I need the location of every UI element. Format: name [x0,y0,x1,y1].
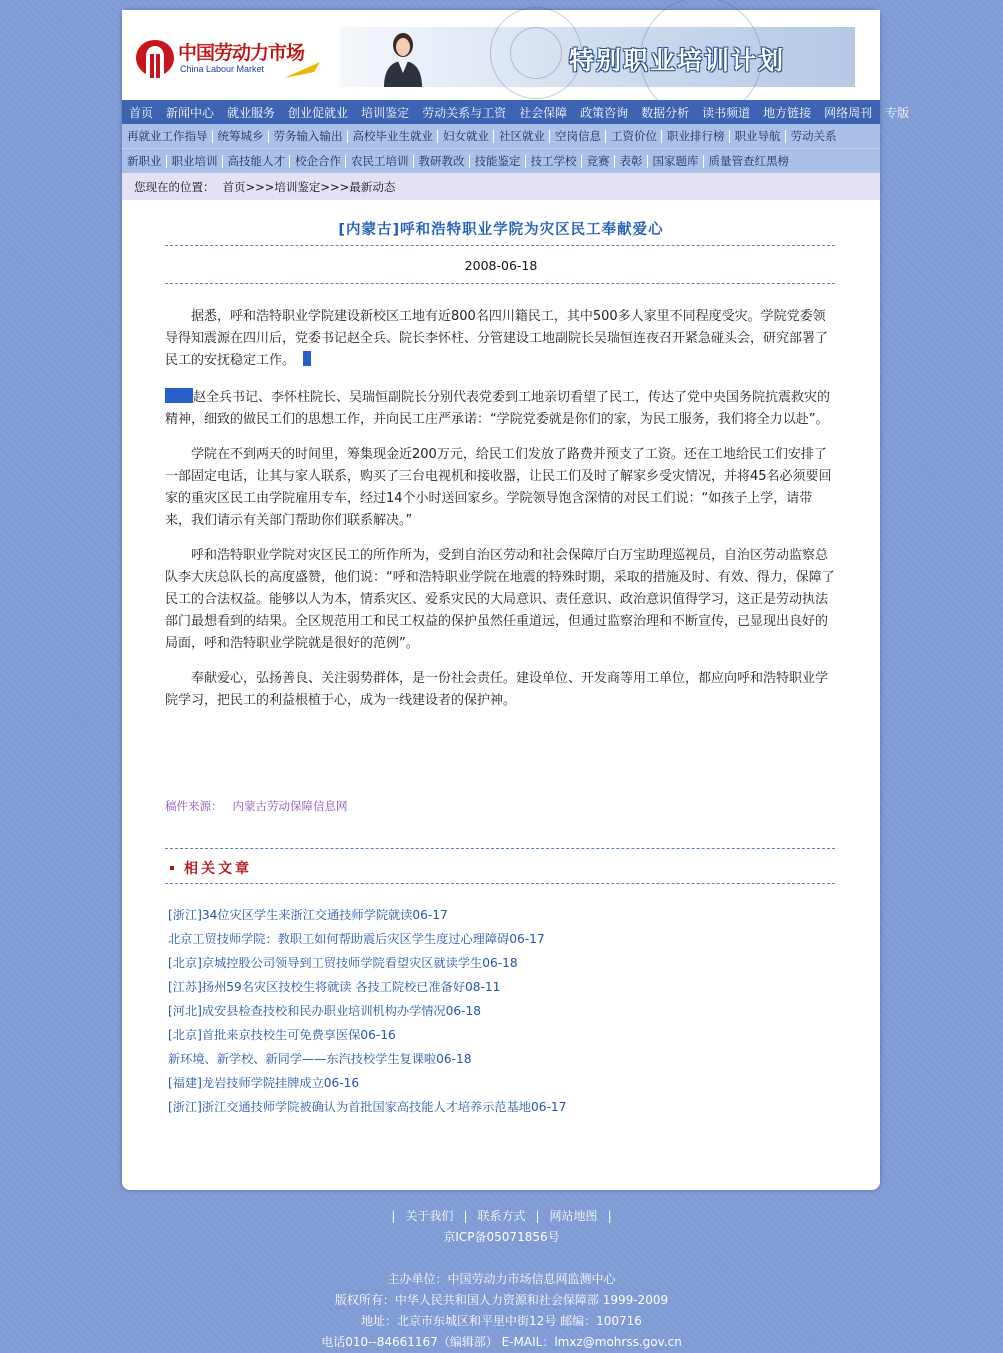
related-article-link[interactable]: 新环境、新学校、新同学——东汽技校学生复课啦06-18 [168,1052,472,1066]
footer-separator: | [463,1209,468,1223]
main-nav-item[interactable]: 劳动关系与工资 [422,105,507,120]
sub-nav-item[interactable]: 表彰 [615,155,648,168]
footer-separator: | [607,1209,612,1223]
related-article-link[interactable]: [浙江]34位灾区学生来浙江交通技师学院就读06-17 [168,908,448,922]
article-body [165,306,835,725]
main-nav-item[interactable]: 就业服务 [227,105,276,120]
main-nav-item[interactable]: 专版 [885,105,910,120]
footer-separator: | [391,1209,396,1223]
footer-separator: | [535,1209,540,1223]
sub-nav-item[interactable]: 职业培训 [167,155,223,168]
bullet-icon [170,866,174,870]
sub-nav-item[interactable]: 劳动关系 [790,128,837,143]
sub-nav-row-2 [122,148,880,173]
sub-nav-row-1 [122,124,880,148]
footer-link-about[interactable]: 关于我们 [405,1209,454,1223]
logo-mark-icon [134,36,176,80]
breadcrumb-path[interactable]: 首页>>>培训鉴定>>>最新动态 [222,179,396,194]
article-title: [内蒙古]呼和浩特职业学院为灾区民工奉献爱心 [338,222,664,238]
sub-nav-item[interactable]: 劳务输入输出 [269,130,348,143]
sub-nav-item[interactable]: 空岗信息 [550,130,606,143]
footer-host: 主办单位：中国劳动力市场信息网监测中心 [387,1272,616,1286]
sub-nav-item[interactable]: 再就业工作指导 [122,130,213,143]
sub-nav-item[interactable]: 质量管查红黑榜 [708,153,789,168]
main-nav-item[interactable]: 创业促就业 [288,105,349,120]
sub-nav-item[interactable]: 职业导航 [730,130,786,143]
sub-nav-item[interactable]: 国家题库 [648,155,704,168]
footer-spacer [0,1248,1003,1269]
sub-nav-item[interactable]: 高技能人才 [223,155,291,168]
main-nav-item[interactable]: 政策咨询 [580,105,629,120]
footer-address: 地址：北京市东城区和平里中街12号 邮编：100716 [361,1314,642,1328]
related-article-link[interactable]: [浙江]浙江交通技师学院被确认为首批国家高技能人才培养示范基地06-17 [168,1100,567,1114]
sub-nav-item[interactable]: 妇女就业 [438,130,494,143]
sub-nav-item[interactable]: 校企合作 [290,155,346,168]
main-nav-item[interactable]: 社会保障 [519,105,568,120]
main-nav-item[interactable]: 首页 [129,105,154,120]
breadcrumb-label: 您现在的位置： [134,179,215,194]
article-source [165,798,348,814]
sub-nav-item[interactable]: 农民工培训 [346,155,414,168]
main-nav-item[interactable]: 地方链接 [763,105,812,120]
sub-nav-item[interactable]: 技能鉴定 [470,155,526,168]
related-article-link[interactable]: [河北]成安县检查技校和民办职业培训机构办学情况06-18 [168,1004,482,1018]
footer-icp[interactable]: 京ICP备05071856号 [443,1230,560,1244]
related-article-link[interactable]: [福建]龙岩技师学院挂牌成立06-16 [168,1076,360,1090]
banner-person-icon [376,29,430,87]
related-list [168,904,868,1120]
sub-nav-item[interactable]: 社区就业 [494,130,550,143]
footer-contact: 电话010--84661167（编辑部） E-MAIL：lmxz@mohrss.gov.cn [321,1335,682,1349]
article-date: 2008-06-18 [464,258,538,273]
sub-nav-item[interactable]: 新职业 [122,155,167,168]
sub-nav-item[interactable]: 工资价位 [606,130,662,143]
related-article-link[interactable]: [江苏]扬州59名灾区技校生将就读 各技工院校已准备好08-11 [168,980,501,994]
article-paragraph: 学院在不到两天的时间里，筹集现金近200万元，给民工们发放了路费并预支了工资。还在工地给民工们安排了一部固定电话，让其与家人联系，购买了三台电视机和接收器，让民工们及时了解家乡受灾情况，并将45名必须要回家的重灾区民工由学院雇用专车，经过14个小时送回家乡。学院领导饱含深情的对民工们说：“如孩子上学，请带来，我们请示有关部门帮助你们联系解决。” [165,447,832,528]
sub-nav-item[interactable]: 技工学校 [526,155,582,168]
source-link[interactable]: 内蒙古劳动保障信息网 [232,799,348,813]
date-divider [165,283,835,284]
related-heading [165,858,252,878]
logo-en-text: China Labour Market [180,64,265,74]
breadcrumb [122,173,880,200]
sub-nav-item[interactable]: 竞赛 [582,155,615,168]
related-heading-text: 相关文章 [184,861,252,877]
banner[interactable] [340,27,855,87]
article-paragraph: 奉献爱心，弘扬善良、关注弱势群体，是一份社会责任。建设单位、开发商等用工单位，都应向呼和浩特职业学院学习，把民工的利益根植于心，成为一线建设者的保护神。 [165,671,829,708]
main-nav-item[interactable]: 网络周刊 [824,105,873,120]
sub-nav-item[interactable]: 统筹城乡 [213,130,269,143]
banner-title: 特别职业培训计划 [568,46,785,75]
main-nav-item[interactable]: 数据分析 [641,105,690,120]
page-container [122,10,910,1190]
sub-nav-item[interactable]: 职业排行榜 [662,130,730,143]
text-selection-highlight [165,388,193,403]
footer [0,1206,1003,1353]
related-divider-top [165,848,835,849]
header [122,10,880,100]
site-logo[interactable] [134,34,324,84]
related-article-link[interactable]: [北京]京城控股公司领导到工贸技师学院看望灾区就读学生06-18 [168,956,518,970]
main-nav-item[interactable]: 培训鉴定 [361,105,410,120]
sub-nav-item[interactable]: 高校毕业生就业 [348,130,439,143]
footer-link-contact[interactable]: 联系方式 [477,1209,526,1223]
logo-swoosh-icon [284,60,324,80]
footer-links [0,1206,1003,1227]
footer-link-sitemap[interactable]: 网站地图 [549,1209,598,1223]
banner-ring-decor [510,27,562,79]
sub-nav-item[interactable]: 教研教改 [414,155,470,168]
main-nav [122,100,910,124]
text-selection-highlight [303,351,311,366]
source-label: 稿件来源： [165,799,223,813]
title-divider [165,245,835,246]
main-nav-item[interactable]: 读书频道 [702,105,751,120]
article-paragraph: 据悉，呼和浩特职业学院建设新校区工地有近800名四川籍民工，其中500多人家里不同程度受灾。学院党委领导得知震源在四川后，党委书记赵全兵、院长李怀柱、分管建设工地副院长吴瑞恒连夜召开紧急碰头会，研究部署了民工的安抚稳定工作。 [165,309,829,368]
article-paragraph: 呼和浩特职业学院对灾区民工的所作所为，受到自治区劳动和社会保障厅白万宝助理巡视员，自治区劳动监察总队李大庆总队长的高度盛赞，他们说：“呼和浩特职业学院在地震的特殊时期，采取的措施及时、有效、得力，保障了民工的合法权益。能够以人为本，情系灾区、爱系灾民的大局意识、责任意识、政治意识值得学习，这正是劳动执法部门最想看到的结果。全区规范用工和民工权益的保护虽然任重道远，但通过监察治理和不断宣传，已显现出良好的局面，呼和浩特职业学院就是很好的范例”。 [165,548,835,651]
main-nav-item[interactable]: 新闻中心 [166,105,215,120]
related-article-link[interactable]: [北京]首批来京技校生可免费享医保06-16 [168,1028,396,1042]
article-paragraph: 赵全兵书记、李怀柱院长、吴瑞恒副院长分别代表党委到工地亲切看望了民工，传达了党中央国务院抗震救灾的精神，细致的做民工们的思想工作，并向民工庄严承诺：“学院党委就是你们的家，为民工服务，我们将全力以赴”。 [165,390,831,427]
footer-copyright: 版权所有：中华人民共和国人力资源和社会保障部 1999-2009 [334,1293,669,1307]
logo-cn-text: 中国劳动力市场 [178,42,305,64]
related-divider-bottom [165,883,835,884]
related-article-link[interactable]: 北京工贸技师学院：教职工如何帮助震后灾区学生度过心理障碍06-17 [168,932,545,946]
